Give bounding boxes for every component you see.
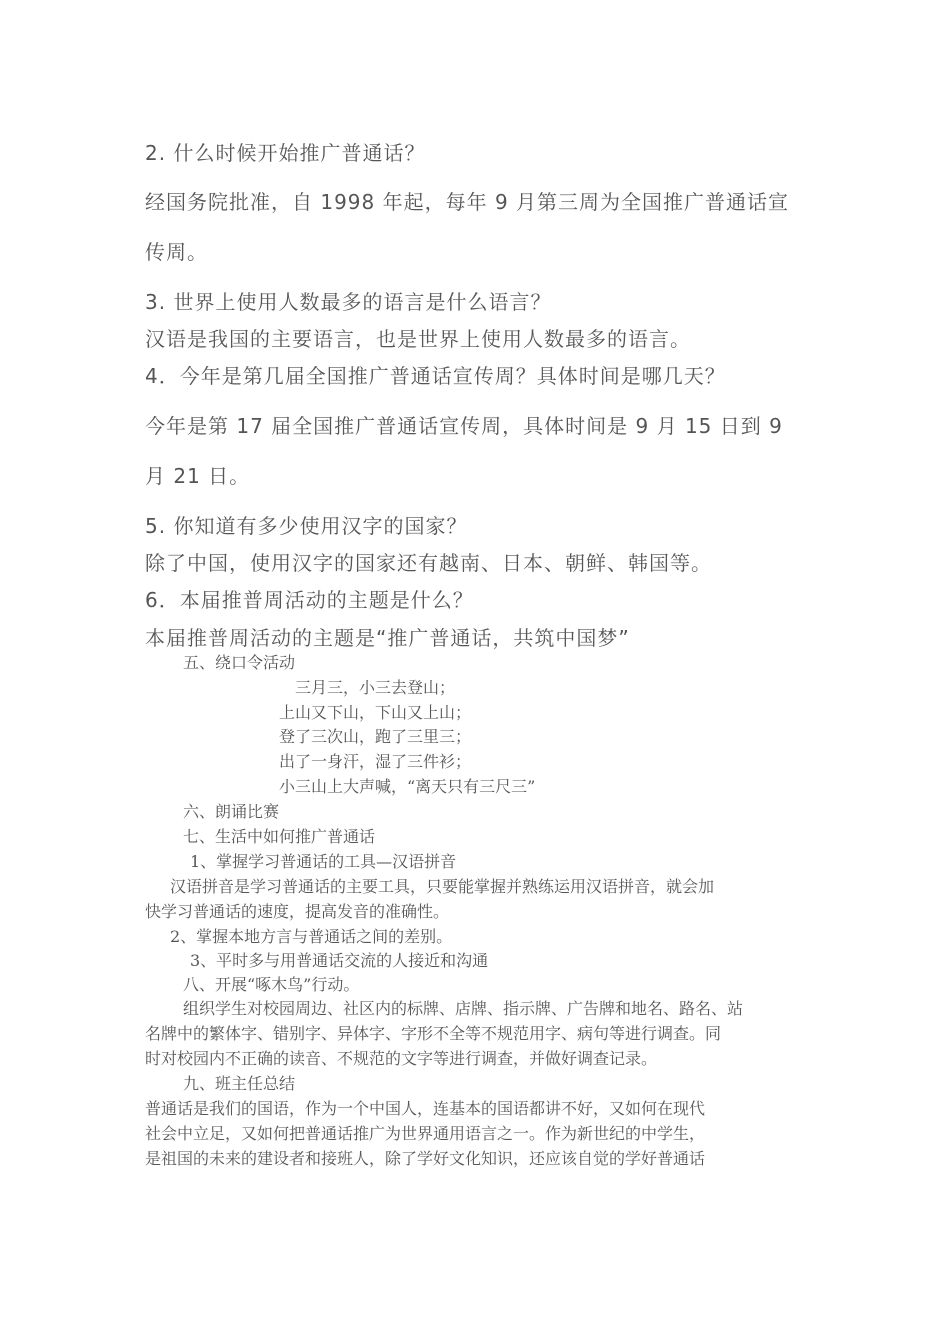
section-9-body-line-3: 是祖国的未来的建设者和接班人，除了学好文化知识，还应该自觉的学好普通话: [145, 1149, 706, 1168]
section-8-body-line-3: 时对校园内不正确的读音、不规范的文字等进行调查，并做好调查记录。: [145, 1049, 658, 1068]
tongue-twister-line-4: 出了一身汗，湿了三件衫；: [279, 752, 472, 771]
section-7-item-1: 1、掌握学习普通话的工具—汉语拼音: [190, 852, 457, 871]
answer-3: 汉语是我国的主要语言，也是世界上使用人数最多的语言。: [145, 327, 691, 351]
question-4: 4．今年是第几届全国推广普通话宣传周？具体时间是哪几天？: [145, 364, 726, 388]
question-6: 6．本届推普周活动的主题是什么？: [145, 588, 474, 612]
question-5: 5. 你知道有多少使用汉字的国家？: [145, 514, 468, 538]
section-9-body-line-2: 社会中立足，又如何把普通话推广为世界通用语言之一。作为新世纪的中学生，: [145, 1124, 706, 1143]
section-7-item-2: 2、掌握本地方言与普通话之间的差别。: [170, 927, 453, 946]
tongue-twister-line-1: 三月三，小三去登山；: [295, 678, 456, 697]
answer-5: 除了中国，使用汉字的国家还有越南、日本、朝鲜、韩国等。: [145, 551, 712, 575]
answer-2-line-2: 传周。: [145, 240, 208, 264]
section-8-heading: 八、开展“啄木鸟”行动。: [183, 975, 360, 994]
section-7-heading: 七、生活中如何推广普通话: [183, 827, 376, 846]
answer-4-line-2: 月 21 日。: [145, 464, 251, 488]
tongue-twister-line-2: 上山又下山，下山又上山；: [279, 703, 472, 722]
section-7-item-3: 3、平时多与用普通话交流的人接近和沟通: [190, 951, 489, 970]
section-7-item-1-body-line-2: 快学习普通话的速度，提高发音的准确性。: [145, 902, 450, 921]
section-5-heading: 五、绕口令活动: [183, 653, 296, 672]
section-8-body-line-1: 组织学生对校园周边、社区内的标牌、店牌、指示牌、广告牌和地名、路名、站: [183, 999, 744, 1018]
answer-4-line-1: 今年是第 17 届全国推广普通话宣传周，具体时间是 9 月 15 日到 9: [145, 414, 783, 438]
answer-6: 本届推普周活动的主题是“推广普通话，共筑中国梦”: [145, 626, 630, 650]
tongue-twister-line-3: 登了三次山，跑了三里三；: [279, 727, 472, 746]
section-6-heading: 六、朗诵比赛: [183, 802, 280, 821]
section-8-body-line-2: 名牌中的繁体字、错别字、异体字、字形不全等不规范用字、病句等进行调查。同: [145, 1024, 722, 1043]
question-2: 2. 什么时候开始推广普通话？: [145, 141, 426, 165]
question-3: 3. 世界上使用人数最多的语言是什么语言？: [145, 290, 552, 314]
section-9-heading: 九、班主任总结: [183, 1074, 296, 1093]
tongue-twister-line-5: 小三山上大声喊，“离天只有三尺三”: [279, 777, 536, 796]
section-9-body-line-1: 普通话是我们的国语，作为一个中国人，连基本的国语都讲不好，又如何在现代: [145, 1099, 706, 1118]
answer-2-line-1: 经国务院批准，自 1998 年起，每年 9 月第三周为全国推广普通话宣: [145, 190, 790, 214]
section-7-item-1-body-line-1: 汉语拼音是学习普通话的主要工具，只要能掌握并熟练运用汉语拼音，就会加: [170, 877, 715, 896]
